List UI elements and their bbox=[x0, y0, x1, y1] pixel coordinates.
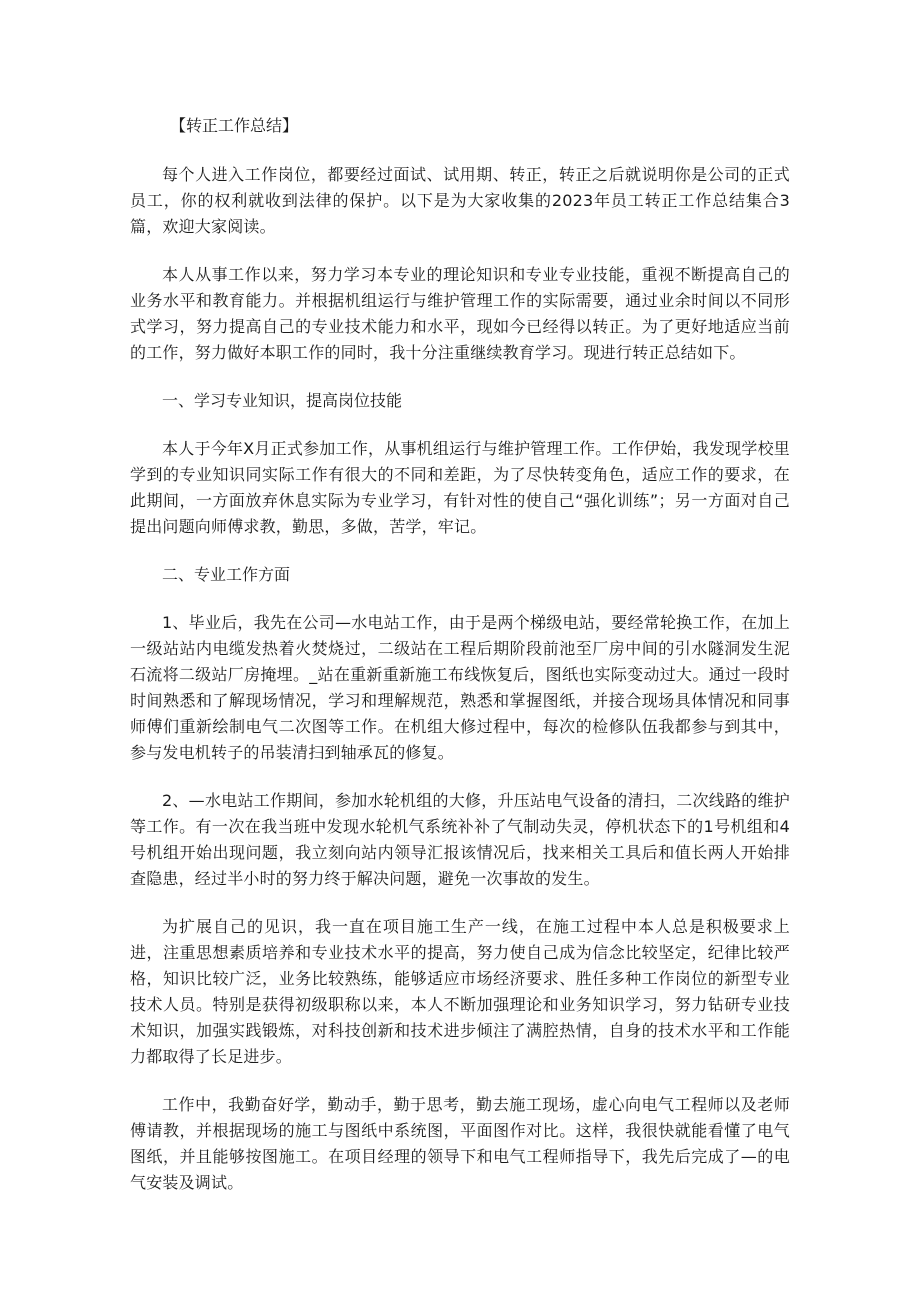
document-title: 【转正工作总结】 bbox=[170, 116, 299, 135]
document-page bbox=[130, 112, 790, 1218]
section-2-item-2: 2、—水电站工作期间，参加水轮机组的大修，升压站电气设备的清扫，二次线路的维护等工作。有一次在我当班中发现水轮机气系统补补了气制动失灵，停机状态下的1号机组和4号机组开始出现问题，我立刻向站内领导汇报该情况后，找来相关工具后和值长两人开始排查隐患，经过半小时的努力终于解决问题，避免一次事故的发生。 bbox=[130, 791, 790, 888]
opening-paragraph: 本人从事工作以来，努力学习本专业的理论知识和专业专业技能，重视不断提高自己的业务水平和教育能力。并根据机组运行与维护管理工作的实际需要，通过业余时间以不同形式学习，努力提高自己的专业技术能力和水平，现如今已经得以转正。为了更好地适应当前的工作，努力做好本职工作的同时，我十分注重继续教育学习。现进行转正总结如下。 bbox=[130, 265, 790, 362]
section-1-heading: 一、学习专业知识，提高岗位技能 bbox=[162, 391, 403, 410]
section-1-paragraph: 本人于今年X月正式参加工作，从事机组运行与维护管理工作。工作伊始，我发现学校里学到的专业知识同实际工作有很大的不同和差距，为了尽快转变角色，适应工作的要求，在此期间，一方面放弃休息实际为专业学习，有针对性的使自己“强化训练”；另一方面对自己提出问题向师傅求教，勤思，多做，苦学，牢记。 bbox=[130, 439, 790, 536]
section-2-item-1: 1、毕业后，我先在公司—水电站工作，由于是两个梯级电站，要经常轮换工作，在加上一级站站内电缆发热着火焚烧过，二级站在工程后期阶段前池至厂房中间的引水隧洞发生泥石流将二级站厂房掩埋。_站在重新重新施工布线恢复后，图纸也实际变动过大。通过一段时时间熟悉和了解现场情况，学习和理解规范，熟悉和掌握图纸，并接合现场具体情况和同事师傅们重新绘制电气二次图等工作。在机组大修过程中，每次的检修队伍我都参与到其中，参与发电机转子的吊装清扫到轴承瓦的修复。 bbox=[130, 613, 790, 762]
intro-paragraph: 每个人进入工作岗位，都要经过面试、试用期、转正，转正之后就说明你是公司的正式员工，你的权利就收到法律的保护。以下是为大家收集的2023年员工转正工作总结集合3篇，欢迎大家阅读。 bbox=[130, 165, 790, 236]
work-paragraph: 工作中，我勤奋好学，勤动手，勤于思考，勤去施工现场，虚心向电气工程师以及老师傅请教，并根据现场的施工与图纸中系统图，平面图作对比。这样，我很快就能看懂了电气图纸，并且能够按图施工。在项目经理的领导下和电气工程师指导下，我先后完成了—的电气安装及调试。 bbox=[130, 1095, 790, 1192]
section-2-heading: 二、专业工作方面 bbox=[162, 565, 291, 584]
expand-paragraph: 为扩展自己的见识，我一直在项目施工生产一线，在施工过程中本人总是积极要求上进，注重思想素质培养和专业技术水平的提高，努力使自己成为信念比较坚定，纪律比较严格，知识比较广泛，业务比较熟练，能够适应市场经济要求、胜任多种工作岗位的新型专业技术人员。特别是获得初级职称以来，本人不断加强理论和业务知识学习，努力钻研专业技术知识，加强实践锻炼，对科技创新和技术进步倾注了满腔热情，自身的技术水平和工作能力都取得了长足进步。 bbox=[130, 917, 790, 1066]
